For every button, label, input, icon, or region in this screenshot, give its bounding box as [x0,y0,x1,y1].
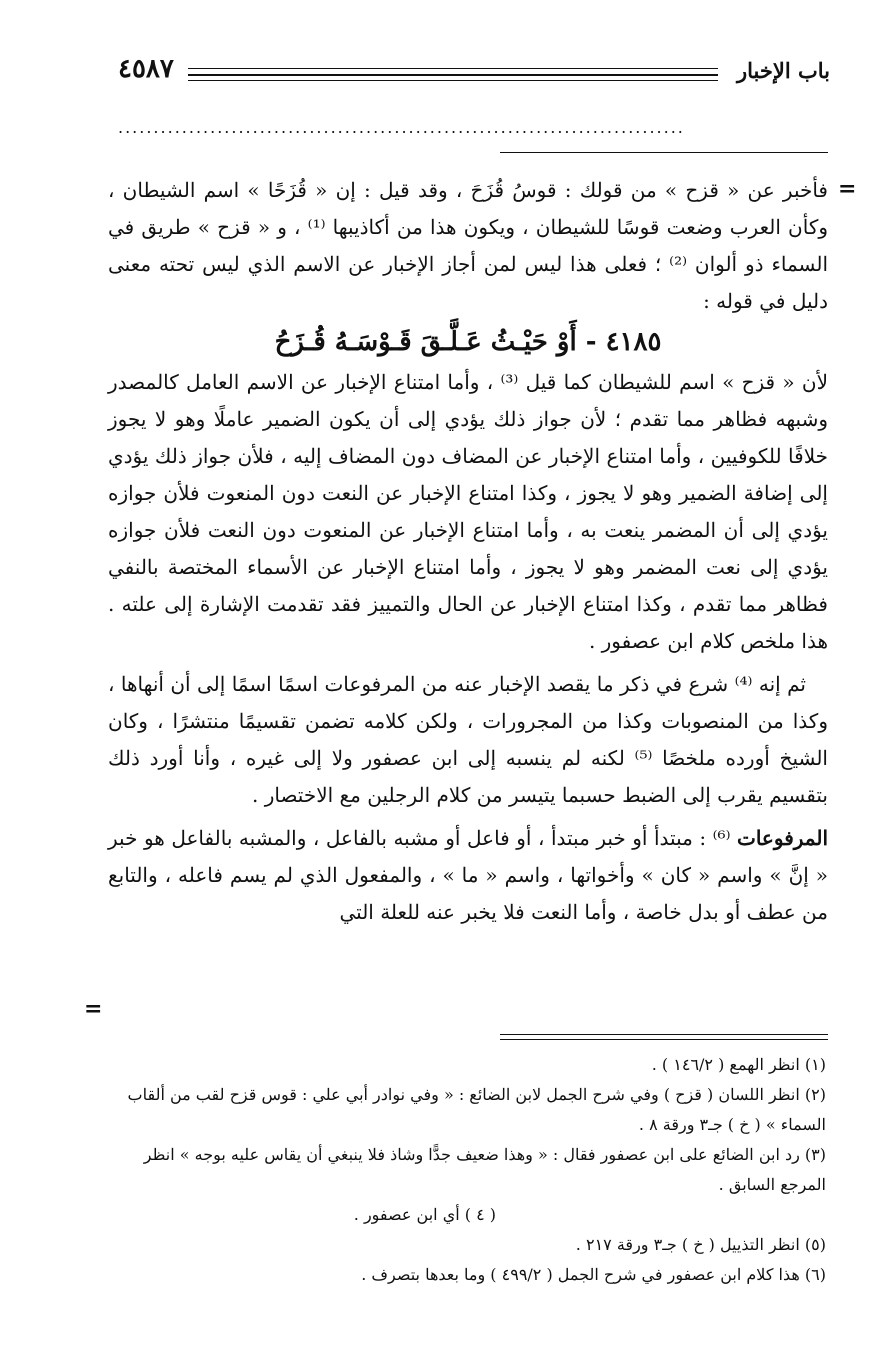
main-text [108,172,828,931]
paragraph-3: ثم إنه ⁽⁴⁾ شرع في ذكر ما يقصد الإخبار عنه من المرفوعات اسمًا اسمًا إلى أن أنهاها ، وكذا من المنصوبات وكذا من المجرورات ، ولكن كلامه تضمن تقسيمًا منتشرًا ، وكان الشيخ أورده ملخصًا ⁽⁵⁾ لكنه لم ينسبه إلى ابن عصفور ولا إلى غيره ، وأنا أورد ذلك بتقسيم يقرب إلى الضبط حسبما يتيسر من كلام الرجلين مع الاختصار . [108,672,828,807]
header-rule [188,68,718,69]
footnote-separator [500,1034,828,1040]
footnotes [100,1050,826,1290]
running-header [118,52,830,92]
paragraph-1: فأخبر عن « قزح » من قولك : قوسُ قُزَحَ ، وقد قيل : إن « قُزَحًا » اسم الشيطان ، وكأن العرب وضعت قوسًا للشيطان ، ويكون هذا من أكاذيبها ⁽¹⁾ ، و « قزح » طريق في السماء ذو ألوان ⁽²⁾ ؛ فعلى هذا ليس لمن أجاز الإخبار عن الاسم الذي ليس تحته معنى دليل في قوله : [108,178,828,313]
footnote-1: (١) انظر الهمع ( ١٤٦/٢ ) . [651,1055,826,1074]
footnote-3: (٣) رد ابن الضائع على ابن عصفور فقال : « وهذا ضعيف جدًّا وشاذ فلا ينبغي أن يقاس عليه بوجه » انظر المرجع السابق . [143,1145,826,1194]
footnote-5: (٥) انظر التذييل ( خ ) جـ٣ ورقة ٢١٧ . [575,1235,826,1254]
dotted-separator: ................................................................................ [118,118,685,137]
continuation-mark-bottom: = [84,996,103,1022]
continuation-rule-top [500,152,828,153]
page-number: ٤٥٨٧ [118,54,174,84]
verse-line: ٤١٨٥ - أَوْ حَيْـثُ عَـلَّـقَ قَـوْسَـهُ قُـزَحُ [274,327,662,357]
section-heading: المرفوعات [737,826,828,850]
paragraph-4-text: ⁽⁶⁾ : مبتدأ أو خبر مبتدأ ، أو فاعل أو مشبه بالفاعل ، والمشبه بالفاعل هو خبر « إنَّ » واسم « كان » وأخواتها ، واسم « ما » ، والمفعول الذي لم يسم فاعله ، والتابع من عطف أو بدل خاصة ، وأما النعت فلا يخبر عنه للعلة التي [108,826,828,924]
footnote-6: (٦) هذا كلام ابن عصفور في شرح الجمل ( ٤٩٩/٢ ) وما بعدها بتصرف . [361,1265,826,1284]
paragraph-2: لأن « قزح » اسم للشيطان كما قيل ⁽³⁾ ، وأما امتناع الإخبار عن الاسم العامل كالمصدر وشبهه فظاهر مما تقدم ؛ لأن جواز ذلك يؤدي إلى أن يكون الضمير عاملًا وهو لا يجوز خلافًا للكوفيين ، وأما امتناع الإخبار عن المضاف دون المضاف إليه ، فلأن جواز ذلك يؤدي إلى إضافة الضمير وهو لا يجوز ، وكذا امتناع الإخبار عن النعت دون المنعوت فلأن جوازه يؤدي إلى أن المضمر ينعت به ، وأما امتناع الإخبار عن المنعوت دون النعت فلأن جوازه يؤدي إلى نعت المضمر وهو لا يجوز ، وأما امتناع الإخبار عن الأسماء المختصة بالنفي فظاهر مما تقدم ، وكذا امتناع الإخبار عن الحال والتمييز فقد تقدمت الإشارة إلى علته . هذا ملخص كلام ابن عصفور . [108,370,828,653]
header-rule [188,80,718,81]
chapter-title: باب الإخبار [737,58,830,83]
paragraph-4 [108,820,828,931]
footnote-2: (٢) انظر اللسان ( قزح ) وفي شرح الجمل لابن الضائع : « وفي نوادر أبي علي : قوس قزح لقب من ألقاب السماء » ( خ ) جـ٣ ورقة ٨ . [127,1085,826,1134]
footnote-4: ( ٤ ) أي ابن عصفور . [353,1205,496,1224]
header-rule [188,74,718,76]
continuation-mark-top: = [838,176,857,202]
